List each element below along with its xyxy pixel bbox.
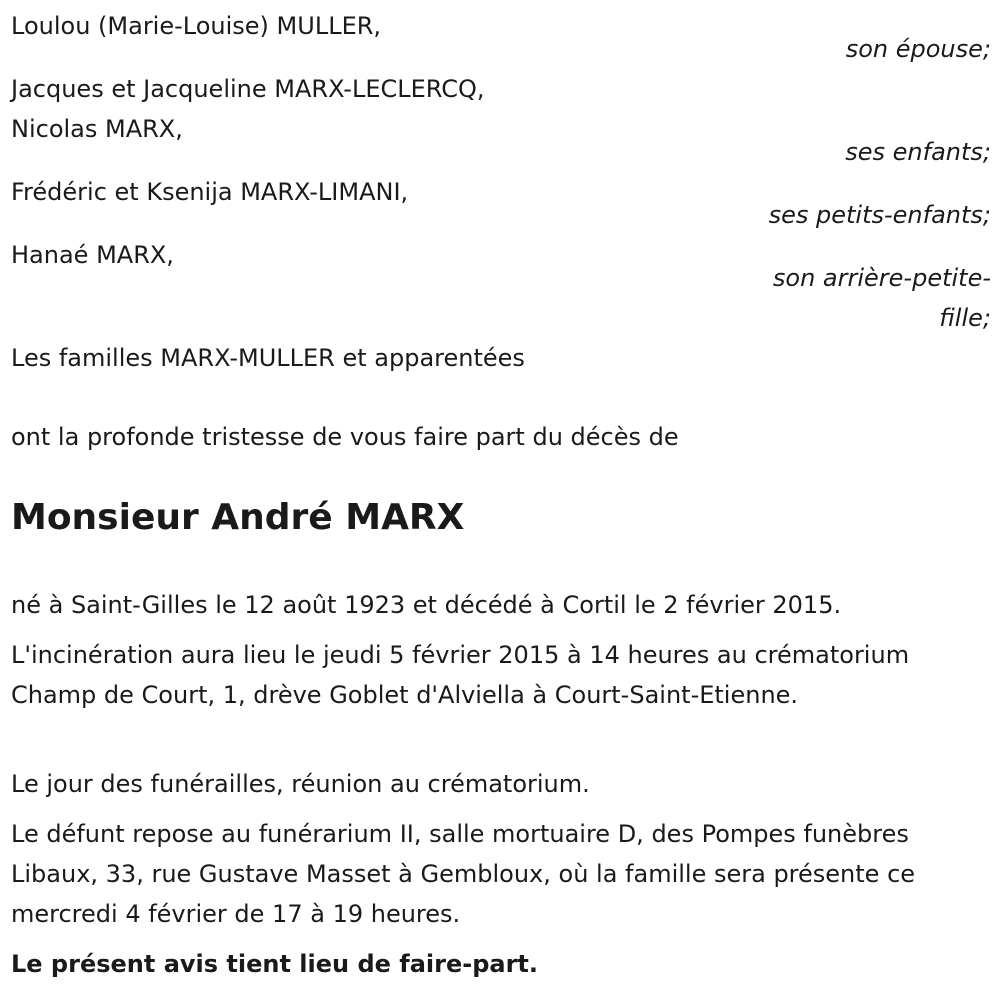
great-granddaughter-role: son arrière-petite-fille; [772, 264, 991, 332]
children-role: ses enfants; [845, 138, 991, 166]
child-name-1: Jacques et Jacqueline MARX-LECLERCQ, [11, 75, 485, 103]
grandchildren-role: ses petits-enfants; [768, 201, 991, 229]
closing-statement: Le présent avis tient lieu de faire-part. [11, 950, 539, 978]
spouse-role: son épouse; [845, 35, 991, 63]
extended-families: Les familles MARX-MULLER et apparentées [11, 344, 525, 372]
announcement-text: ont la profonde tristesse de vous faire part du décès de [11, 423, 679, 451]
grandchildren-names: Frédéric et Ksenija MARX-LIMANI, [11, 178, 409, 206]
spouse-name: Loulou (Marie-Louise) MULLER, [11, 12, 382, 40]
birth-death-info: né à Saint-Gilles le 12 août 1923 et décédé à Cortil le 2 février 2015. [11, 591, 842, 619]
viewing-info: Le défunt repose au funérarium II, salle mortuaire D, des Pompes funèbres Libaux, 33, rue Gustave Masset à Gembloux, où la famille sera présente ce mercredi 4 février de 17 à 19 heures. [11, 820, 916, 928]
deceased-name: Monsieur André MARX [11, 497, 465, 538]
great-granddaughter-name: Hanaé MARX, [11, 241, 174, 269]
cremation-info: L'incinération aura lieu le jeudi 5 février 2015 à 14 heures au crématorium Champ de Court, 1, drève Goblet d'Alviella à Court-Saint-Etienne. [11, 641, 910, 709]
child-name-2: Nicolas MARX, [11, 115, 183, 143]
gathering-info: Le jour des funérailles, réunion au crématorium. [11, 770, 590, 798]
